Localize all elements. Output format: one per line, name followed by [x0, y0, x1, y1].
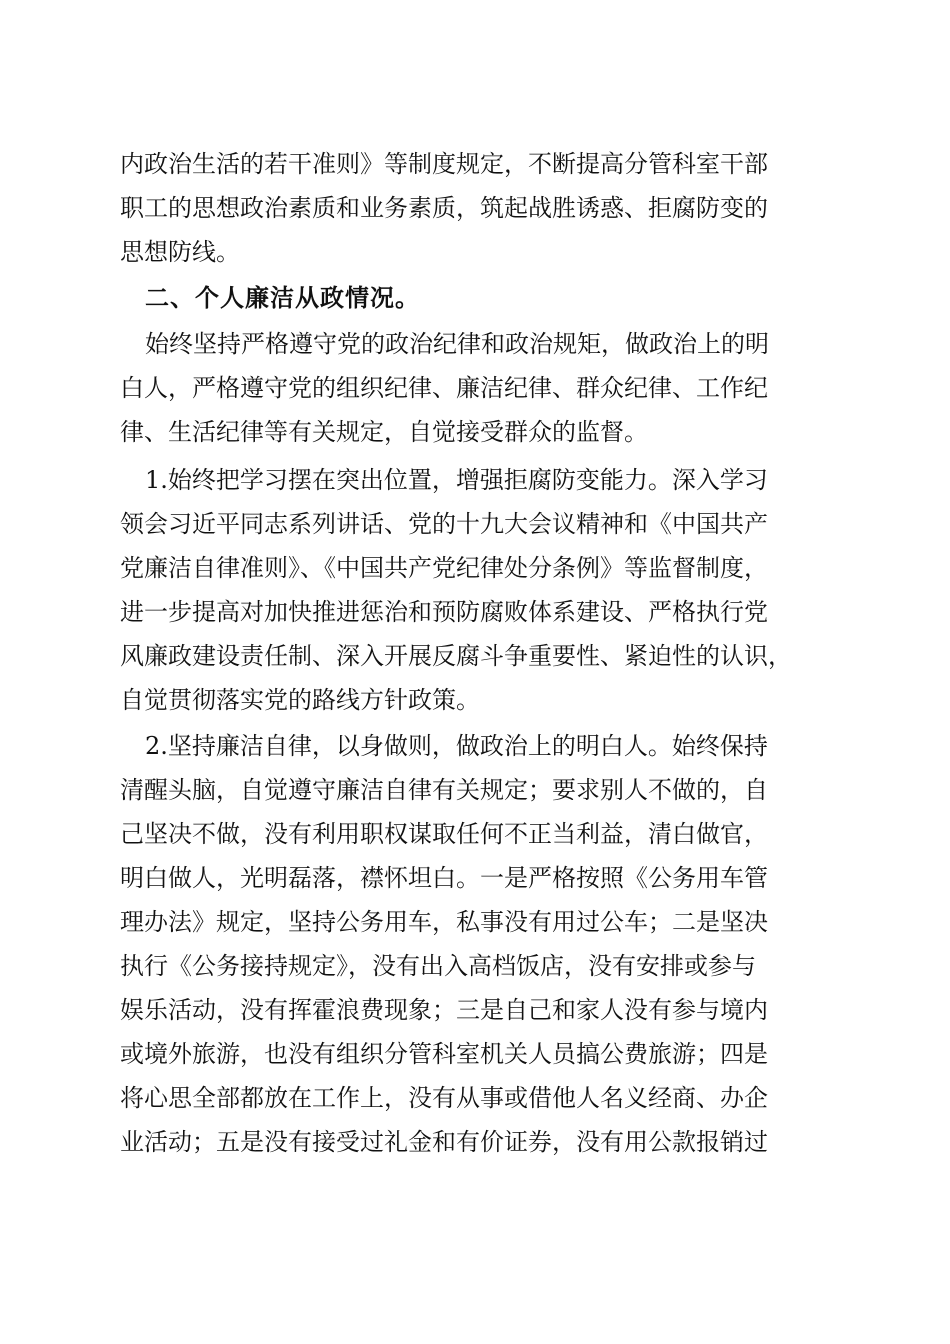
paragraph-line: 清醒头脑，自觉遵守廉洁自律有关规定；要求别人不做的，自: [120, 776, 768, 804]
paragraph-line: 自觉贯彻落实党的路线方针政策。: [120, 686, 480, 714]
paragraph-line: 始终坚持严格遵守党的政治纪律和政治规矩，做政治上的明: [145, 330, 769, 358]
paragraph-line: 1.始终把学习摆在突出位置，增强拒腐防变能力。深入学习: [145, 466, 768, 494]
paragraph-line: 思想防线。: [120, 238, 240, 266]
paragraph-line: 内政治生活的若干准则》等制度规定，不断提高分管科室干部: [120, 150, 768, 178]
section-heading: 二、个人廉洁从政情况。: [145, 283, 420, 312]
paragraph-line: 明白做人，光明磊落，襟怀坦白。一是严格按照《公务用车管: [120, 864, 768, 892]
paragraph-line: 或境外旅游，也没有组织分管科室机关人员搞公费旅游；四是: [120, 1040, 768, 1068]
paragraph-line: 律、生活纪律等有关规定，自觉接受群众的监督。: [120, 418, 648, 446]
paragraph-line: 理办法》规定，坚持公务用车，私事没有用过公车；二是坚决: [120, 908, 768, 936]
paragraph-line: 进一步提高对加快推进惩治和预防腐败体系建设、严格执行党: [120, 598, 768, 626]
paragraph-line: 职工的思想政治素质和业务素质，筑起战胜诱惑、拒腐防变的: [120, 194, 768, 222]
paragraph-line: 2.坚持廉洁自律，以身做则，做政治上的明白人。始终保持: [145, 732, 768, 760]
paragraph-line: 娱乐活动，没有挥霍浪费现象；三是自己和家人没有参与境内: [120, 996, 768, 1024]
paragraph-line: 领会习近平同志系列讲话、党的十九大会议精神和《中国共产: [120, 510, 768, 538]
paragraph-line: 业活动；五是没有接受过礼金和有价证券，没有用公款报销过: [120, 1128, 768, 1156]
paragraph-line: 白人，严格遵守党的组织纪律、廉洁纪律、群众纪律、工作纪: [120, 374, 768, 402]
paragraph-line: 将心思全部都放在工作上，没有从事或借他人名义经商、办企: [120, 1084, 768, 1112]
paragraph-line: 执行《公务接持规定》，没有出入高档饭店，没有安排或参与: [120, 952, 756, 980]
paragraph-line: 己坚决不做，没有利用职权谋取任何不正当利益，清白做官，: [120, 820, 768, 848]
paragraph-line: 风廉政建设责任制、深入开展反腐斗争重要性、紧迫性的认识，: [120, 642, 792, 670]
paragraph-line: 党廉洁自律准则》、《中国共产党纪律处分条例》等监督制度，: [120, 554, 768, 582]
